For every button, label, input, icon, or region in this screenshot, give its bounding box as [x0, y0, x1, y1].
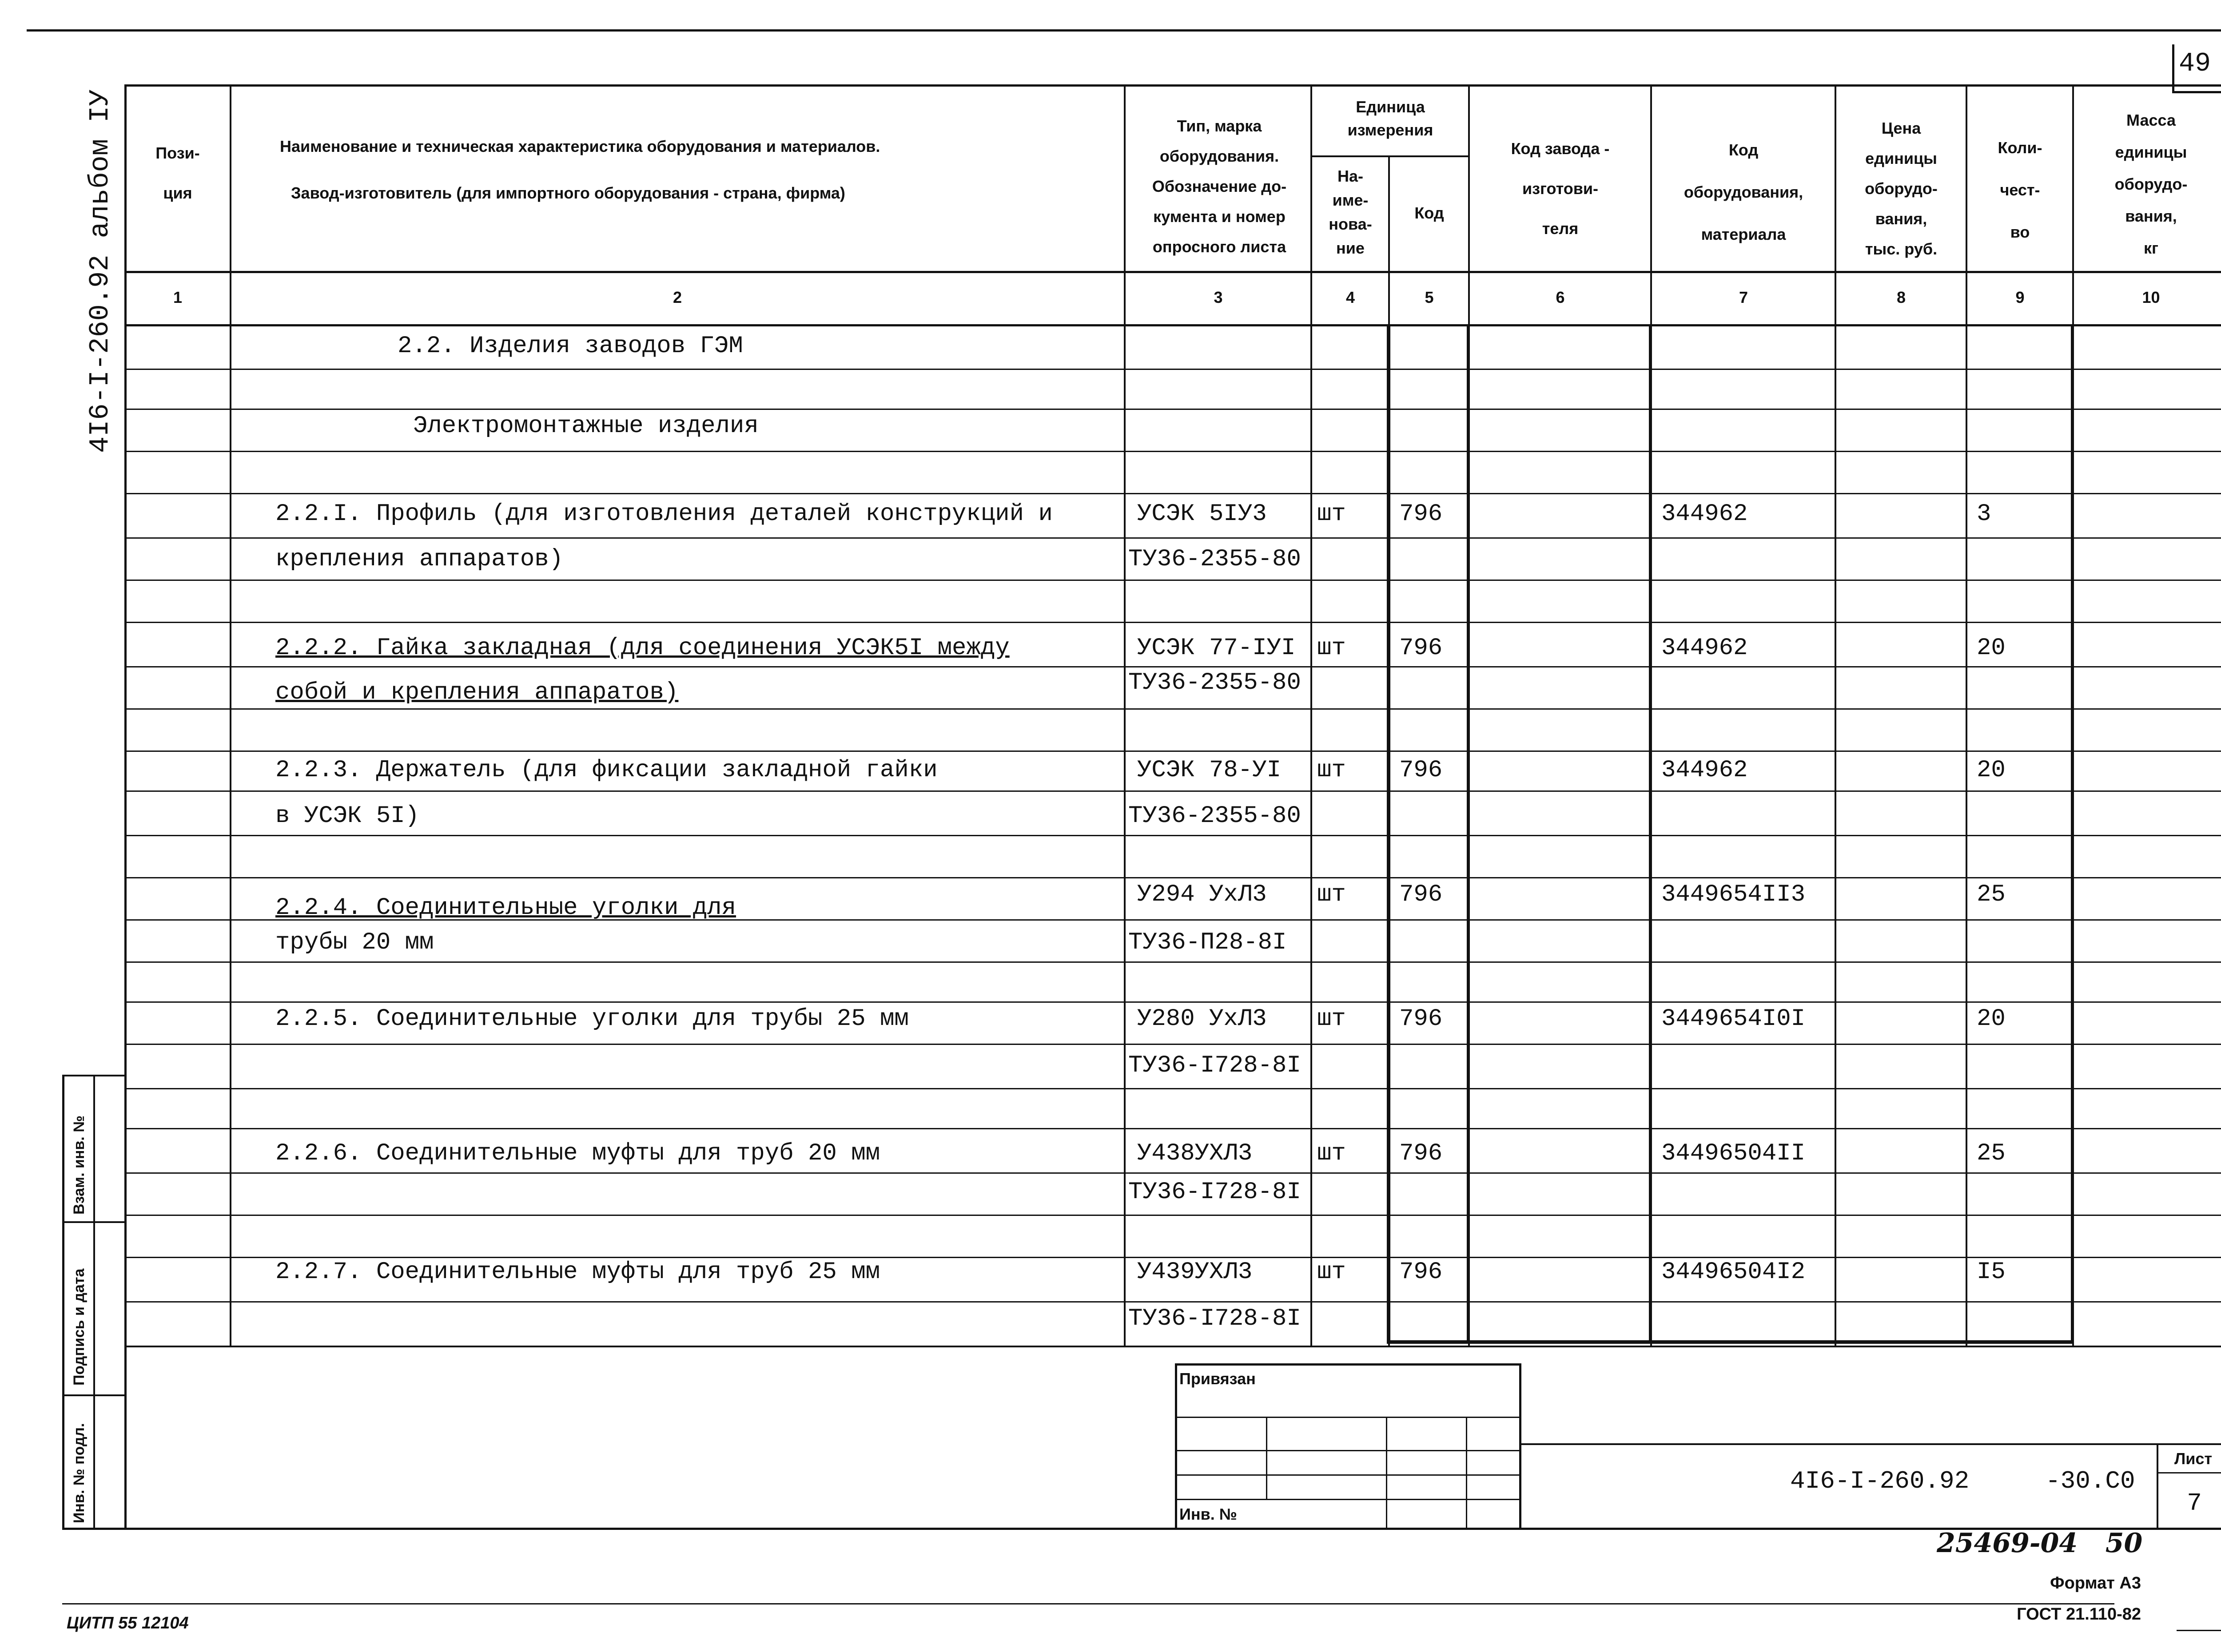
item-eq-code: 34496504II: [1661, 1140, 1806, 1167]
item-doc: ТУ36-2355-80: [1128, 802, 1301, 830]
col-header-equipment-code: Код оборудования, материала: [1684, 141, 1803, 243]
item-doc: ТУ36-2355-80: [1128, 669, 1301, 696]
item-eq-code: 344962: [1661, 500, 1748, 528]
item-name-line1: 2.2.4. Соединительные уголки для: [275, 894, 736, 921]
item-unit: шт: [1317, 881, 1346, 908]
item-name-line2: трубы 20 мм: [275, 929, 434, 956]
col-number: 5: [1425, 288, 1434, 306]
strip-replace-inv: Взам. инв. №: [71, 1115, 88, 1215]
item-name-line1: 2.2.5. Соединительные уголки для трубы 25 мм: [275, 1005, 909, 1032]
item-name-line2: крепления аппаратов): [275, 546, 564, 573]
col-header-unit: Единица измерения: [1347, 98, 1433, 139]
item-qty: 25: [1977, 881, 2006, 908]
format-label: Формат А3: [2050, 1574, 2141, 1592]
strip-signature-date: Подпись и дата: [71, 1268, 88, 1386]
item-name-line2: собой и крепления аппаратов): [275, 679, 679, 706]
item-unit: шт: [1317, 757, 1346, 784]
item-qty: 20: [1977, 757, 2006, 784]
item-unit-code: 796: [1399, 500, 1443, 528]
gost-label: ГОСТ 21.110-82: [2017, 1605, 2141, 1624]
col-header-price: Цена единицы оборудо- вания, тыс. руб.: [1865, 119, 1938, 258]
item-unit: шт: [1317, 500, 1346, 528]
list-label: Лист: [2174, 1449, 2213, 1468]
col-header-type: Тип, марка оборудования. Обозначение до- кумента и номер опросного листа: [1152, 117, 1287, 256]
sheet-number: 49: [2179, 49, 2211, 79]
col-header-name-2: Завод-изготовитель (для импортного оборудования - страна, фирма): [291, 184, 845, 202]
item-name-line1: 2.2.I. Профиль (для изготовления деталей конструкций и: [275, 500, 1053, 528]
table-top: [124, 84, 2221, 87]
col-number: 4: [1345, 288, 1355, 306]
item-doc: ТУ36-2355-80: [1128, 546, 1301, 573]
frame-bottom: [62, 1528, 2221, 1530]
col-header-position: Пози- ция: [155, 144, 200, 202]
item-unit-code: 796: [1399, 1005, 1443, 1032]
citp-label: ЦИТП 55 12104: [67, 1614, 189, 1632]
doc-suffix: -30.C0: [2046, 1467, 2135, 1495]
col-number: 2: [673, 288, 682, 306]
item-unit: шт: [1317, 635, 1346, 662]
item-type: У294 УхЛ3: [1137, 881, 1267, 908]
item-eq-code: 3449654I0I: [1661, 1005, 1806, 1032]
col-number: 9: [2015, 288, 2025, 306]
stamp-attached-label: Привязан: [1179, 1370, 1256, 1388]
col-header-unit-code: Код: [1414, 204, 1444, 222]
item-qty: 20: [1977, 635, 2006, 662]
item-unit-code: 796: [1399, 1140, 1443, 1167]
handwritten-note: 25469-04 50: [1937, 1528, 2143, 1559]
col-header-unit-name: На- име- нова- ние: [1329, 167, 1372, 257]
item-eq-code: 34496504I2: [1661, 1259, 1806, 1286]
doc-code: 4I6-I-260.92: [1790, 1467, 1970, 1495]
item-unit-code: 796: [1399, 881, 1443, 908]
item-qty: 3: [1977, 500, 1991, 528]
item-type: У280 УхЛ3: [1137, 1005, 1267, 1032]
col-header-qty: Коли- чест- во: [1998, 139, 2042, 241]
item-type: УСЭК 5IУ3: [1137, 500, 1267, 528]
side-album-label: 4I6-I-260.92 альбом IУ: [84, 89, 116, 453]
item-name-line1: 2.2.3. Держатель (для фиксации закладной гайки: [275, 757, 938, 784]
col-number: 7: [1739, 288, 1748, 306]
item-unit: шт: [1317, 1140, 1346, 1167]
stamp-inv-label: Инв. №: [1179, 1505, 1237, 1523]
item-unit-code: 796: [1399, 757, 1443, 784]
item-unit: шт: [1317, 1005, 1346, 1032]
item-doc: ТУ36-П28-8I: [1128, 929, 1287, 956]
col-number: 8: [1896, 288, 1906, 306]
item-eq-code: 3449654II3: [1661, 881, 1806, 908]
item-type: У439УХЛ3: [1137, 1259, 1253, 1286]
item-qty: 25: [1977, 1140, 2006, 1167]
col-header-mass: Масса единицы оборудо- вания, кг: [2114, 111, 2188, 257]
subsection-title: Электромонтажные изделия: [413, 413, 759, 440]
item-name-line1: 2.2.6. Соединительные муфты для труб 20 мм: [275, 1140, 880, 1167]
col-number: 3: [1214, 288, 1223, 306]
item-unit-code: 796: [1399, 635, 1443, 662]
col-header-plant-code: Код завода - изготови- теля: [1511, 139, 1610, 238]
item-unit: шт: [1317, 1259, 1346, 1286]
item-unit-code: 796: [1399, 1259, 1443, 1286]
item-type: УСЭК 77-IУI: [1137, 635, 1296, 662]
item-name-line1: 2.2.7. Соединительные муфты для труб 25 мм: [275, 1259, 880, 1286]
item-name-line1: 2.2.2. Гайка закладная (для соединения УСЭК5I между: [275, 635, 1010, 662]
list-number: 7: [2187, 1489, 2202, 1517]
top-rule: [27, 29, 2221, 32]
col-number: 6: [1556, 288, 1565, 306]
item-qty: I5: [1977, 1259, 2006, 1286]
item-qty: 20: [1977, 1005, 2006, 1032]
item-eq-code: 344962: [1661, 757, 1748, 784]
item-type: УСЭК 78-УI: [1137, 757, 1282, 784]
item-eq-code: 344962: [1661, 635, 1748, 662]
item-doc: ТУ36-I728-8I: [1128, 1052, 1301, 1079]
item-type: У438УХЛ3: [1137, 1140, 1253, 1167]
item-name-line2: в УСЭК 5I): [275, 802, 420, 830]
section-title: 2.2. Изделия заводов ГЭМ: [398, 333, 743, 360]
col-number: 1: [173, 288, 183, 306]
item-doc: ТУ36-I728-8I: [1128, 1179, 1301, 1206]
col-number: 10: [2142, 288, 2160, 306]
strip-orig-inv: Инв. № подл.: [71, 1423, 88, 1523]
col-header-name-1: Наименование и техническая характеристика оборудования и материалов.: [280, 137, 880, 155]
item-doc: ТУ36-I728-8I: [1128, 1305, 1301, 1332]
